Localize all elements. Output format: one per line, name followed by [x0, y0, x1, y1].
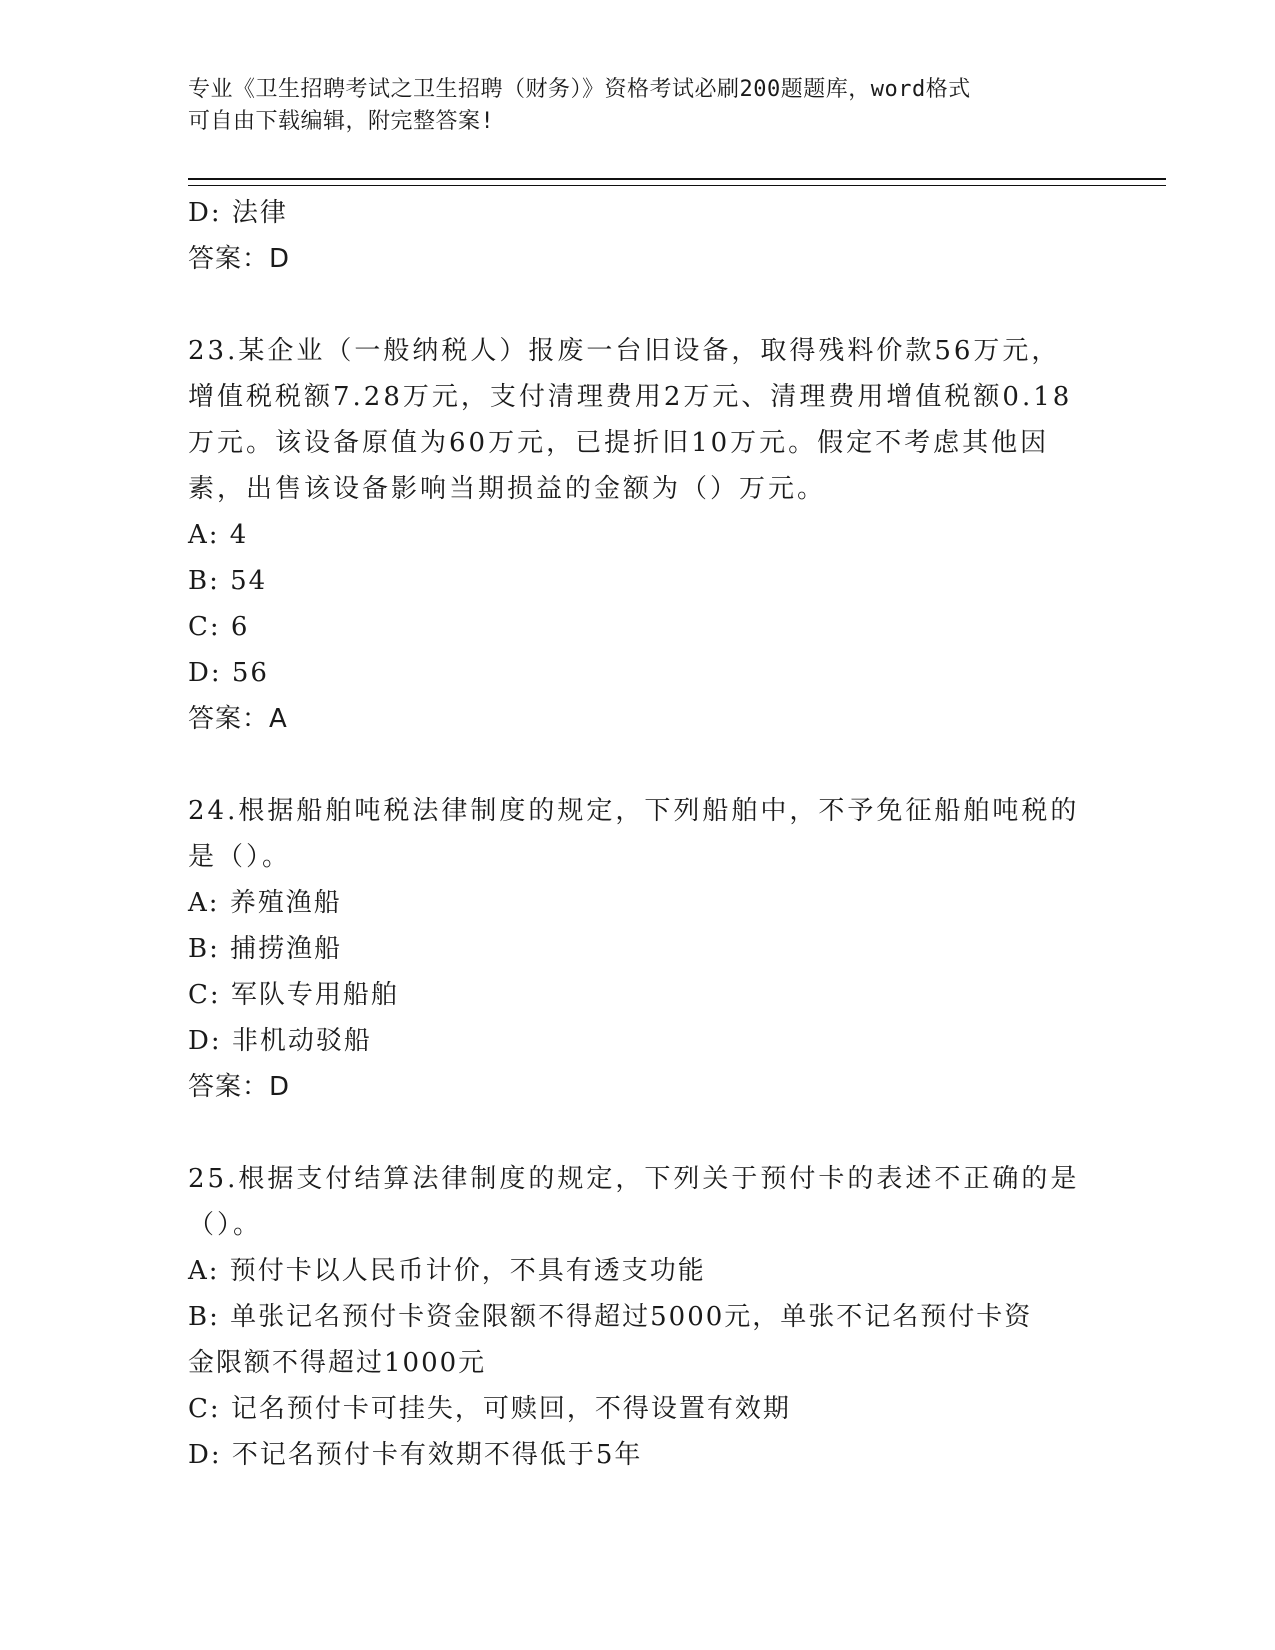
- question-stem-line: 万元。该设备原值为60万元，已提折旧10万元。假定不考虑其他因: [188, 428, 1050, 458]
- spacer: [188, 282, 1088, 328]
- option-c: C: 记名预付卡可挂失，可赎回，不得设置有效期: [188, 1394, 791, 1424]
- question-stem-line: 素，出售该设备影响当期损益的金额为（）万元。: [188, 474, 827, 504]
- spacer: [188, 1110, 1088, 1156]
- option-d: D: 非机动驳船: [188, 1026, 372, 1056]
- header-divider: [188, 178, 1166, 186]
- question-stem-line: 增值税税额7.28万元，支付清理费用2万元、清理费用增值税额0.18: [188, 382, 1073, 412]
- question-stem-line: 是（）。: [188, 842, 292, 872]
- option-a: A: 预付卡以人民币计价，不具有透支功能: [188, 1256, 706, 1286]
- option-d: D: 不记名预付卡有效期不得低于5年: [188, 1440, 643, 1470]
- header-title-line-1: 专业《卫生招聘考试之卫生招聘（财务）》资格考试必刷200题题库，word格式: [188, 77, 971, 102]
- question-23: [188, 328, 1088, 742]
- option-c: C: 军队专用船舶: [188, 980, 399, 1010]
- option-b: B: 捕捞渔船: [188, 934, 343, 964]
- option-a: A: 养殖渔船: [188, 888, 342, 918]
- document-body: [188, 190, 1088, 1478]
- option-c: C: 6: [188, 612, 250, 642]
- answer-line: 答案：D: [188, 244, 291, 274]
- option-b: B: 54: [188, 566, 268, 596]
- question-25: [188, 1156, 1088, 1478]
- answer-line: 答案：A: [188, 704, 288, 734]
- question-stem-line: （）。: [188, 1210, 263, 1240]
- answer-line: 答案：D: [188, 1072, 291, 1102]
- option-d: D: 56: [188, 658, 269, 688]
- header-title-line-2: 可自由下载编辑，附完整答案!: [188, 109, 495, 134]
- question-24: [188, 788, 1088, 1110]
- spacer: [188, 742, 1088, 788]
- page-header: [188, 74, 1088, 138]
- option-b: B: 单张记名预付卡资金限额不得超过5000元，单张不记名预付卡资: [188, 1302, 1033, 1332]
- question-stem-line: 23.某企业（一般纳税人）报废一台旧设备，取得残料价款56万元，: [188, 336, 1061, 366]
- question-stem-line: 24.根据船舶吨税法律制度的规定，下列船舶中，不予免征船舶吨税的: [188, 796, 1080, 826]
- option-d: D: 法律: [188, 198, 288, 228]
- option-a: A: 4: [188, 520, 249, 550]
- question-stem-line: 25.根据支付结算法律制度的规定，下列关于预付卡的表述不正确的是: [188, 1164, 1080, 1194]
- option-b-continued: 金限额不得超过1000元: [188, 1348, 487, 1378]
